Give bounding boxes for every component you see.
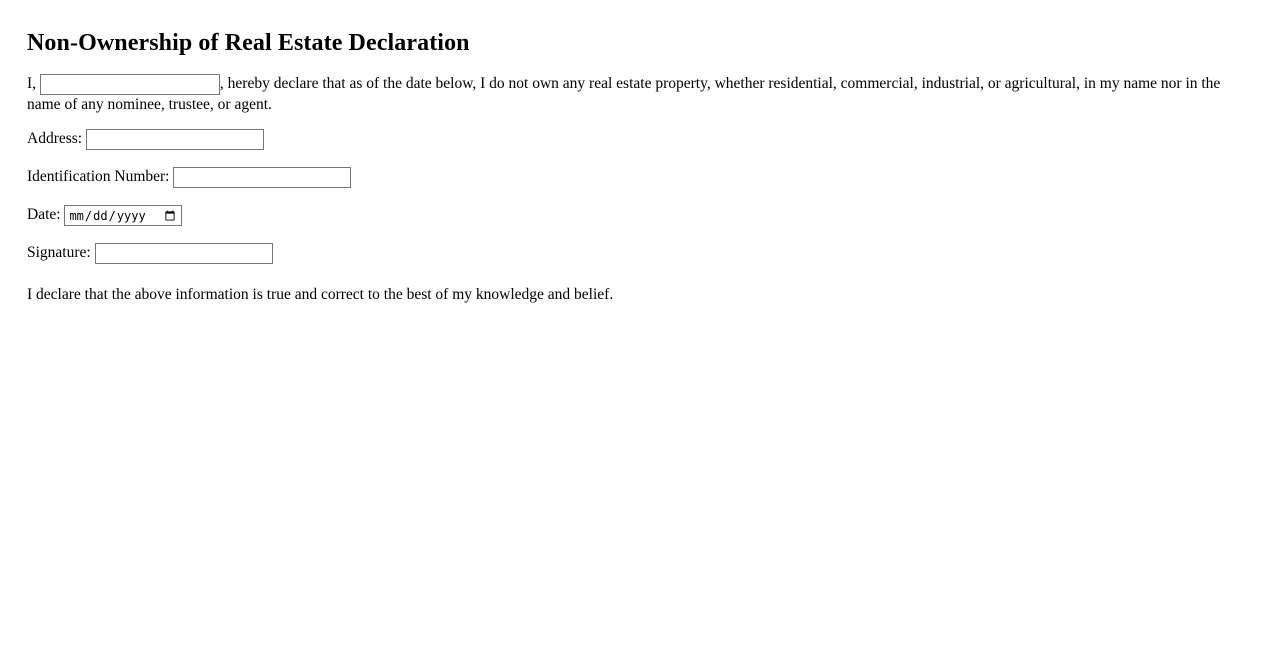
date-label: Date:	[27, 206, 61, 224]
declaration-prefix-text: I,	[27, 75, 37, 93]
signature-input[interactable]	[95, 243, 273, 264]
closing-statement: I declare that the above information is true and correct to the best of my knowledge and belief.	[27, 286, 614, 304]
address-input[interactable]	[86, 129, 264, 150]
identification-number-input[interactable]	[173, 167, 351, 188]
page-title: Non-Ownership of Real Estate Declaration	[27, 30, 470, 56]
declaration-paragraph	[27, 74, 1242, 115]
date-input[interactable]	[64, 205, 182, 226]
document-page	[0, 0, 1278, 305]
declaration-body-text: , hereby declare that as of the date below, I do not own any real estate property, whether residential, commercial, industrial, or agricultural, in my name nor in the name of any nominee, trustee, or agent.	[27, 75, 1221, 114]
identification-number-label: Identification Number:	[27, 168, 170, 186]
address-field-row	[27, 129, 1254, 150]
date-field-row	[27, 205, 1254, 226]
signature-field-row	[27, 243, 1254, 264]
signature-label: Signature:	[27, 244, 91, 262]
address-label: Address:	[27, 130, 83, 148]
identification-number-field-row	[27, 167, 1254, 188]
name-input[interactable]	[40, 74, 220, 95]
